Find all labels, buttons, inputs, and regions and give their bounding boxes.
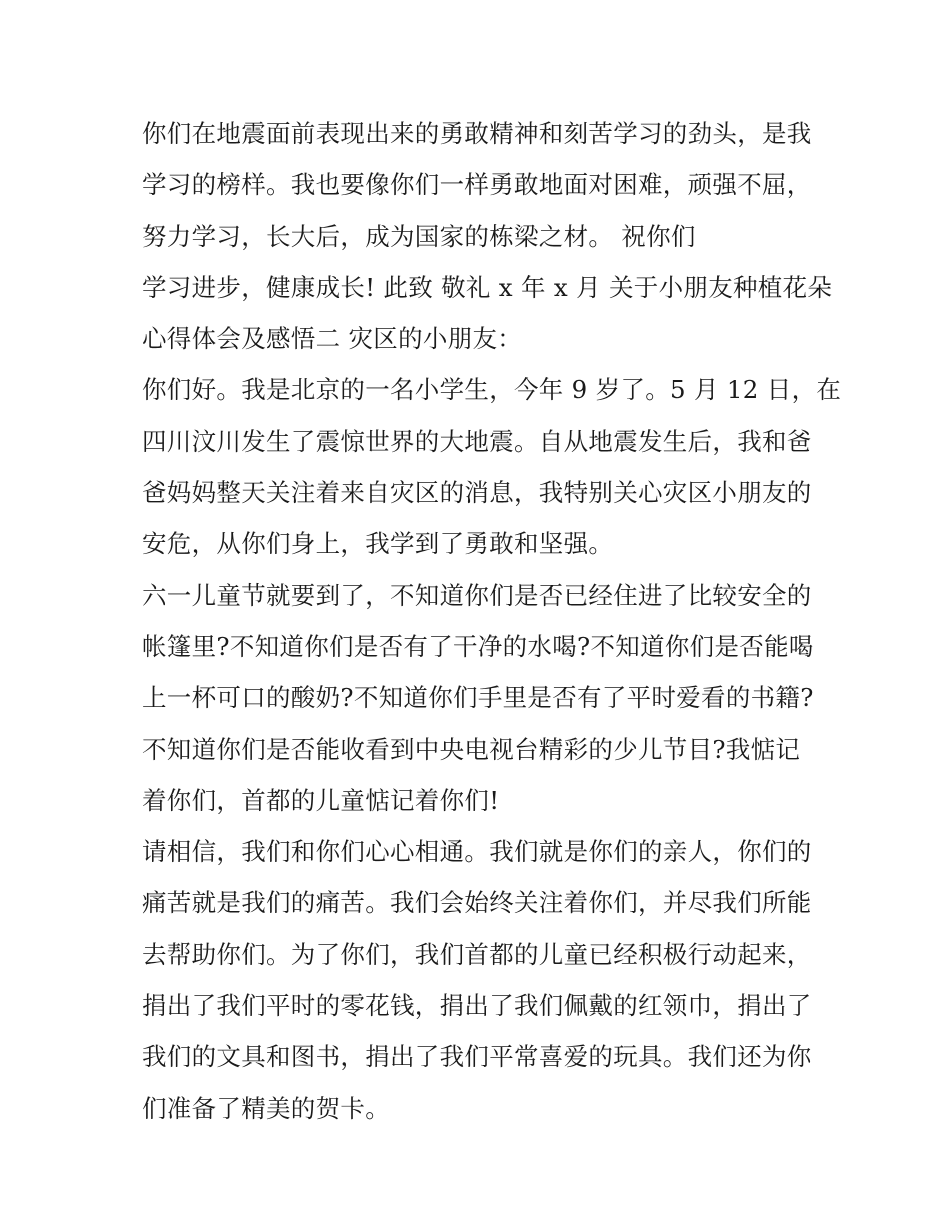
text-line: 请相信，我们和你们心心相通。我们就是你们的亲人，你们的	[142, 837, 812, 867]
text-line: 去帮助你们。为了你们，我们首都的儿童已经积极行动起来，	[142, 939, 812, 969]
text-line: 你们好。我是北京的一名小学生，今年 9 岁了。5 月 12 日，在	[142, 375, 842, 405]
text-line: 上一杯可口的酸奶?不知道你们手里是否有了平时爱看的书籍?	[142, 683, 814, 713]
text-line: 学习进步，健康成长! 此致 敬礼 x 年 x 月 关于小朋友种植花朵	[142, 272, 833, 302]
text-line: 我们的文具和图书，捐出了我们平常喜爱的玩具。我们还为你	[142, 1042, 812, 1072]
text-line: 不知道你们是否能收看到中央电视台精彩的少儿节目?我惦记	[142, 734, 801, 764]
text-line: 痛苦就是我们的痛苦。我们会始终关注着你们，并尽我们所能	[142, 888, 812, 918]
text-line: 你们在地震面前表现出来的勇敢精神和刻苦学习的劲头，是我	[142, 119, 812, 148]
text-line: 爸妈妈整天关注着来自灾区的消息，我特别关心灾区小朋友的	[142, 478, 812, 508]
text-line: 帐篷里?不知道你们是否有了干净的水喝?不知道你们是否能喝	[142, 631, 814, 661]
document-body	[142, 108, 842, 1134]
text-line: 学习的榜样。我也要像你们一样勇敢地面对困难，顽强不屈，	[142, 170, 812, 200]
text-line: 四川汶川发生了震惊世界的大地震。自从地震发生后，我和爸	[142, 426, 812, 456]
text-line: 们准备了精美的贺卡。	[142, 1093, 390, 1123]
text-line: 捐出了我们平时的零花钱，捐出了我们佩戴的红领巾，捐出了	[142, 991, 812, 1021]
text-line: 心得体会及感悟二 灾区的小朋友：	[142, 324, 523, 354]
text-line: 着你们，首都的儿童惦记着你们!	[142, 785, 500, 815]
text-line: 努力学习，长大后，成为国家的栋梁之材。 祝你们	[142, 221, 696, 251]
text-line: 六一儿童节就要到了，不知道你们是否已经住进了比较安全的	[142, 580, 812, 610]
text-line: 安危，从你们身上，我学到了勇敢和坚强。	[142, 529, 614, 559]
